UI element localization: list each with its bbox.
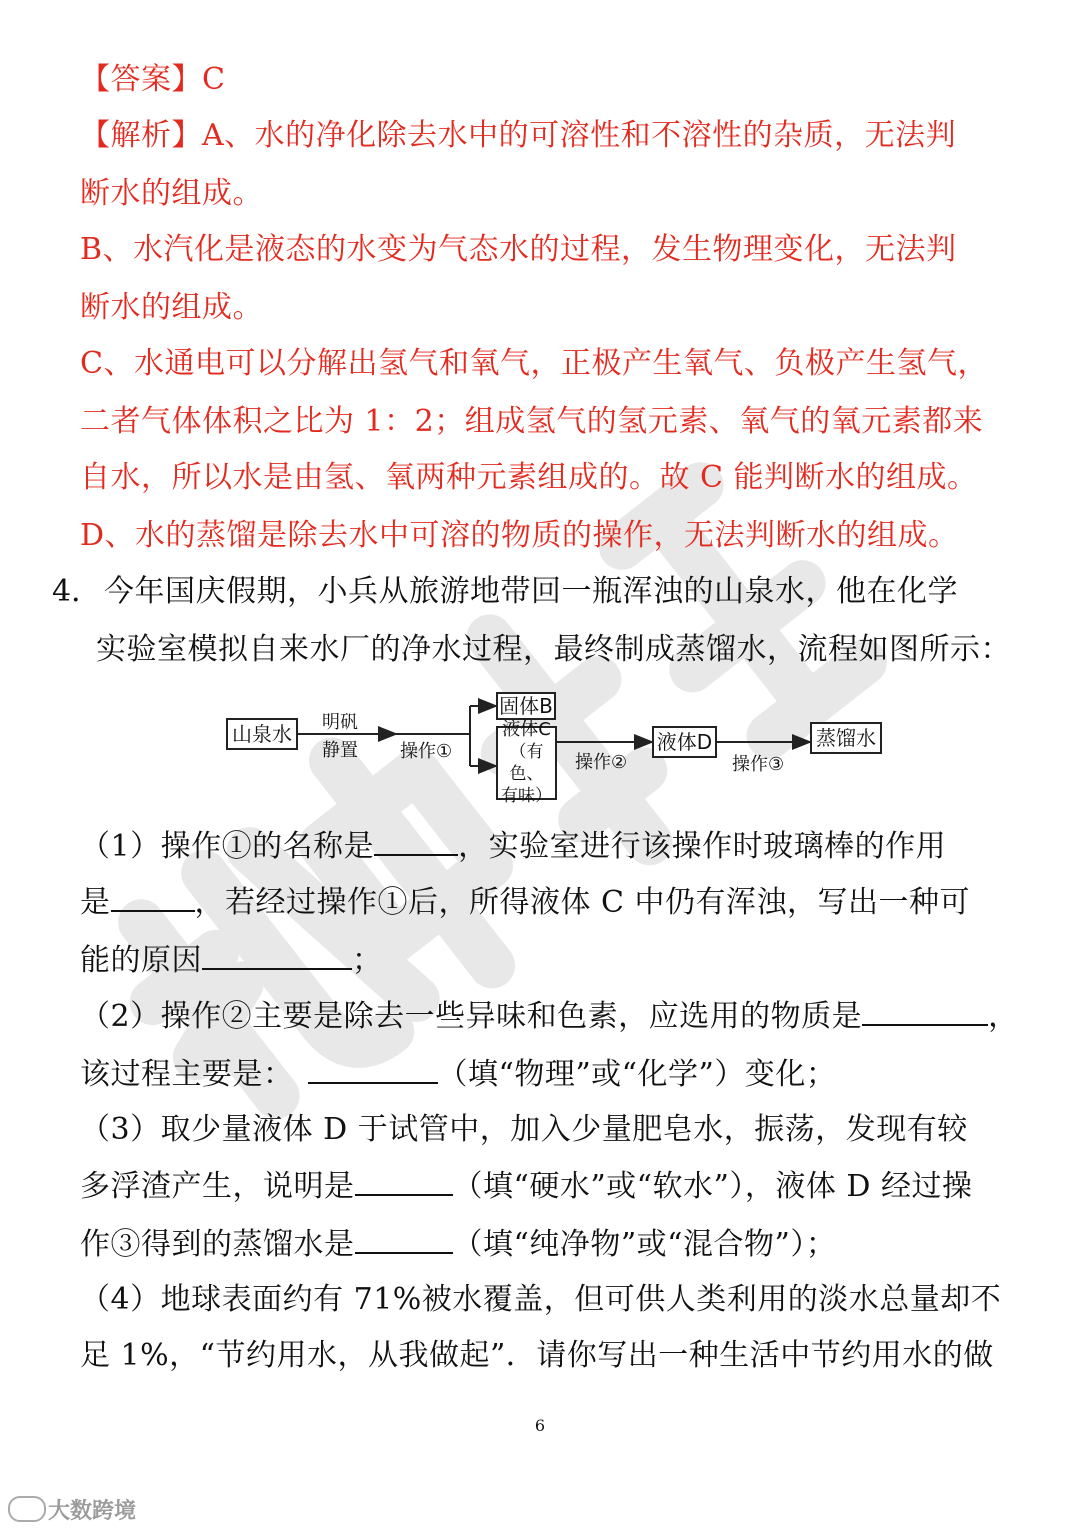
analysis-line-5: C、水通电可以分解出氢气和氧气，正极产生氧气、负极产生氢气， bbox=[80, 346, 988, 381]
part-1-text-b: ，实验室进行该操作时玻璃棒的作用 bbox=[458, 829, 947, 864]
analysis-line-7: 自水，所以水是由氢、氧两种元素组成的。故 C 能判断水的组成。 bbox=[80, 460, 978, 495]
answer-blank-3[interactable] bbox=[202, 940, 352, 970]
flow-box-end: 蒸馏水 bbox=[810, 722, 882, 754]
part-4-line-2: 足 1%，“节约用水，从我做起”．请你写出一种生活中节约用水的做 bbox=[80, 1338, 994, 1373]
part-3-text-b: 多浮渣产生，说明是 bbox=[80, 1169, 355, 1204]
answer-blank-1[interactable] bbox=[374, 826, 458, 856]
part-4-line-1: （4）地球表面约有 71%被水覆盖，但可供人类利用的淡水总量却不 bbox=[80, 1282, 1002, 1317]
part-1-text-a: （1）操作①的名称是 bbox=[80, 829, 375, 864]
flow-label-settle: 静置 bbox=[322, 740, 358, 761]
part-2-line-1 bbox=[80, 996, 1019, 1037]
analysis-line-3: B、水汽化是液态的水变为气态水的过程，发生物理变化，无法判 bbox=[80, 232, 957, 267]
flow-label-alum: 明矾 bbox=[322, 712, 358, 733]
flow-label-op2: 操作② bbox=[575, 752, 628, 773]
answer-label: 【答案】C bbox=[80, 62, 226, 97]
question-stem-line-2: 实验室模拟自来水厂的净水过程，最终制成蒸馏水，流程如图所示： bbox=[96, 632, 1011, 667]
analysis-line-4: 断水的组成。 bbox=[80, 290, 263, 325]
flow-box-start: 山泉水 bbox=[226, 718, 298, 750]
part-1-line-1 bbox=[80, 826, 946, 867]
flow-box-solid: 固体B bbox=[496, 692, 556, 720]
analysis-line-1: 【解析】A、水的净化除去水中的可溶性和不溶性的杂质，无法判 bbox=[80, 118, 957, 153]
answer-blank-6[interactable] bbox=[355, 1166, 453, 1196]
liquid-c-line1: 液体C bbox=[502, 719, 551, 740]
part-2-text-b: ， bbox=[988, 999, 1019, 1034]
flow-label-op1: 操作① bbox=[400, 741, 453, 762]
question-number: 4． bbox=[52, 574, 102, 609]
brand-name: 大数跨境 bbox=[48, 1499, 137, 1524]
part-2-text-c: 该过程主要是： bbox=[80, 1057, 294, 1092]
part-1-text-e: 能的原因 bbox=[80, 943, 202, 978]
liquid-c-line3: 有味） bbox=[501, 786, 552, 806]
answer-blank-7[interactable] bbox=[355, 1224, 453, 1254]
answer-blank-2[interactable] bbox=[111, 882, 195, 912]
flow-box-liquid-c bbox=[496, 719, 557, 806]
answer-blank-5[interactable] bbox=[308, 1054, 438, 1084]
part-3-text-e: （填“纯净物”或“混合物”）； bbox=[452, 1227, 837, 1262]
part-3-line-3 bbox=[80, 1224, 836, 1265]
question-stem-line-1: 今年国庆假期，小兵从旅游地带回一瓶浑浊的山泉水，他在化学 bbox=[104, 574, 958, 609]
part-1-line-2 bbox=[80, 882, 970, 923]
analysis-line-2: 断水的组成。 bbox=[80, 176, 263, 211]
part-2-line-2 bbox=[80, 1054, 836, 1095]
part-2-text-a: （2）操作②主要是除去一些异味和色素，应选用的物质是 bbox=[80, 999, 863, 1034]
part-1-text-d: ，若经过操作①后，所得液体 C 中仍有浑浊，写出一种可 bbox=[194, 885, 971, 920]
brand-logo-icon bbox=[8, 1496, 46, 1522]
analysis-line-6: 二者气体体积之比为 1：2；组成氢气的氢元素、氧气的氧元素都来 bbox=[80, 404, 984, 439]
flow-label-op3: 操作③ bbox=[732, 754, 785, 775]
part-3-line-2 bbox=[80, 1166, 972, 1207]
analysis-line-8: D、水的蒸馏是除去水中可溶的物质的操作，无法判断水的组成。 bbox=[80, 518, 959, 553]
part-3-text-c: （填“硬水”或“软水”），液体 D 经过操 bbox=[452, 1169, 973, 1204]
part-2-text-d: （填“物理”或“化学”）变化； bbox=[437, 1057, 837, 1092]
part-1-text-c: 是 bbox=[80, 885, 111, 920]
part-1-line-3 bbox=[80, 940, 383, 981]
part-3-text-d: 作③得到的蒸馏水是 bbox=[80, 1227, 355, 1262]
liquid-c-line2: （有色、 bbox=[509, 742, 544, 784]
answer-blank-4[interactable] bbox=[862, 996, 988, 1026]
part-3-line-1: （3）取少量液体 D 于试管中，加入少量肥皂水，振荡，发现有较 bbox=[80, 1112, 968, 1147]
flow-box-liquid-d: 液体D bbox=[652, 726, 717, 758]
part-1-text-f: ； bbox=[352, 943, 383, 978]
page-number: 6 bbox=[534, 1416, 546, 1435]
